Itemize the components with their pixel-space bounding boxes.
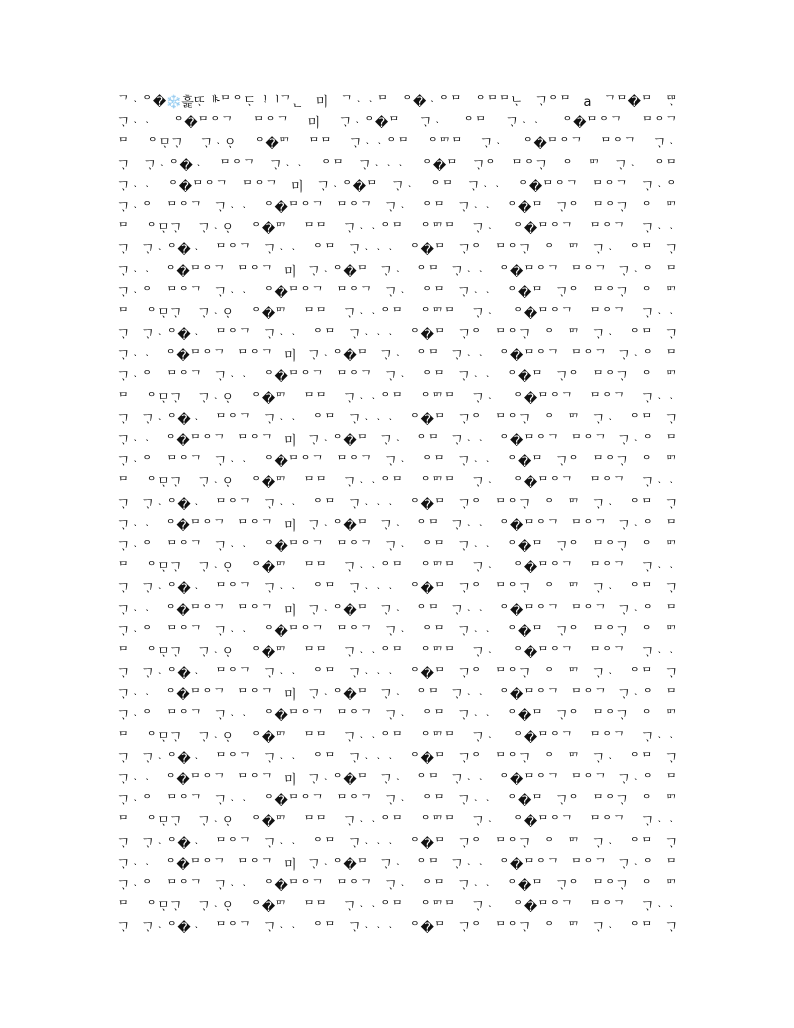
text-line: ᄆ ᄋᄆᆞᄀᆞ ᄀᆞᆞᄋᆞ ᄋ�ᄆᄀ ᄆᄆ ᄀᆞᆞᆞᄋᄆ ᄋᄆᄀᄆ ᄀᆞᆞ ᄋ�ᄆᄋᄀ ᄆᄋᄀ ᄀᆞᆞᆞ xyxy=(117,815,677,831)
text-line: ᄀᆞᆞᆞ ᄋ�ᄆᄋᄀ ᄆᄋᄀ 미 ᄀᆞᆞᄋ�ᄆ ᄀᆞᆞ ᄋᄆ ᄀᆞᆞᆞ ᄋ�ᄆᄋᄀ ᄆᄋᄀ ᄀᆞᆞᄋ ᄆ xyxy=(117,688,677,704)
text-line: ᄆ ᄋᄆᆞᄀᆞ ᄀᆞᆞᄋᆞ ᄋ�ᄆᄀ ᄆᄆ ᄀᆞᆞᆞᄋᄆ ᄋᄆᄀᄆ ᄀᆞᆞ ᄋ�ᄆᄋᄀ ᄆᄋᄀ ᄀᆞᆞᆞ xyxy=(117,730,677,746)
text-line: ᄀᆞᆞᄋ ᄆᄋᄀ ᄀᆞᆞᆞ ᄋ�ᄆᄋᄀ ᄆᄋᄀ ᄀᆞᆞ ᄋᄆ ᄀᆞᆞᆞ ᄋ�ᄆ ᄀᆞᄋ ᄆᄋᄀᆞ ᄋ ᄆᄀ xyxy=(117,624,677,640)
text-line: ᄀᆞ ᄀᆞᆞᄋ�ᆞ ᄆᄋᄀ ᄀᆞᆞᆞ ᄋᄆ ᄀᆞᆞᆞᆞ ᄋ�ᄆ ᄀᆞᄋ ᄆᄋᄀᆞ ᄋ ᄆᄀ ᄀᆞᆞ ᄋᄆ ᄀᆞ xyxy=(117,328,677,344)
text-line: ᄀᆞᆞᄋ ᄆᄋᄀ ᄀᆞᆞᆞ ᄋ�ᄆᄋᄀ ᄆᄋᄀ ᄀᆞᆞ ᄋᄆ ᄀᆞᆞᆞ ᄋ�ᄆ ᄀᆞᄋ ᄆᄋᄀᆞ ᄋ ᄆᄀ xyxy=(117,200,677,216)
text-line: ᄀᆞ ᄀᆞᆞᄋ�ᆞ ᄆᄋᄀ ᄀᆞᆞᆞ ᄋᄆ ᄀᆞᆞᆞᆞ ᄋ�ᄆ ᄀᆞᄋ ᄆᄋᄀᆞ ᄋ ᄆᄀ ᄀᆞᆞ ᄋᄆ ᄀᆞ xyxy=(117,412,677,428)
text-line: ᄀᆞ ᄀᆞᆞᄋ�ᆞ ᄆᄋᄀ ᄀᆞᆞᆞ ᄋᄆ ᄀᆞᆞᆞᆞ ᄋ�ᄆ ᄀᆞᄋ ᄆᄋᄀᆞ ᄋ ᄆᄀ ᄀᆞᆞ ᄋᄆ ᄀᆞ xyxy=(117,921,677,937)
text-line: ᄀᆞᆞᄋ ᄆᄋᄀ ᄀᆞᆞᆞ ᄋ�ᄆᄋᄀ ᄆᄋᄀ ᄀᆞᆞ ᄋᄆ ᄀᆞᆞᆞ ᄋ�ᄆ ᄀᆞᄋ ᄆᄋᄀᆞ ᄋ ᄆᄀ xyxy=(117,794,677,810)
text-line: ᄆ ᄋᄆᆞᄀᆞ ᄀᆞᆞᄋᆞ ᄋ�ᄆᄀ ᄆᄆ ᄀᆞᆞᆞᄋᄆ ᄋᄆᄀᄆ ᄀᆞᆞ ᄋ�ᄆᄋᄀ ᄆᄋᄀ ᄀᆞᆞᆞ xyxy=(117,306,677,322)
text-line: ᄆ ᄋᄆᆞᄀᆞ ᄀᆞᆞᄋᆞ ᄋ�ᄆᄀ ᄆᄆ ᄀᆞᆞᆞᄋᄆ ᄋᄆᄀᄆ ᄀᆞᆞ ᄋ�ᄆᄋᄀ ᄆᄋᄀ ᄀᆞᆞᆞ xyxy=(117,900,677,916)
text-line: ᄀᆞᆞᆞ ᄋ�ᄆᄋᄀ ᄆᄋᄀ 미 ᄀᆞᆞᄋ�ᄆ ᄀᆞᆞ ᄋᄆ ᄀᆞᆞᆞ ᄋ�ᄆᄋᄀ ᄆᄋᄀ ᄀᆞᆞᄋ ᄆ xyxy=(117,349,677,365)
text-line: ᄀᆞᆞᄋ ᄆᄋᄀ ᄀᆞᆞᆞ ᄋ�ᄆᄋᄀ ᄆᄋᄀ ᄀᆞᆞ ᄋᄆ ᄀᆞᆞᆞ ᄋ�ᄆ ᄀᆞᄋ ᄆᄋᄀᆞ ᄋ ᄆᄀ xyxy=(117,285,677,301)
body-text xyxy=(117,92,677,940)
text-line: ᄀᆞᆞᆞ ᄋ�ᄆᄋᄀ ᄆᄋᄀ 미 ᄀᆞᆞᄋ�ᄆ ᄀᆞᆞ ᄋᄆ ᄀᆞᆞᆞ ᄋ�ᄆᄋᄀ ᄆᄋᄀ ᄀᆞᆞᄋ xyxy=(117,179,677,195)
text-line: ᄀᆞᆞᆞ ᄋ�ᄆᄋᄀ ᄆᄋᄀ 미 ᄀᆞᆞᄋ�ᄆ ᄀᆞᆞ ᄋᄆ ᄀᆞᆞᆞ ᄋ�ᄆᄋᄀ ᄆᄋᄀ ᄀᆞᆞᄋ ᄆ xyxy=(117,857,677,873)
text-line: ᄀᆞ ᄀᆞᆞᄋ�ᆞ ᄆᄋᄀ ᄀᆞᆞᆞ ᄋᄆ ᄀᆞᆞᆞᆞ ᄋ�ᄆ ᄀᆞᄋ ᄆᄋᄀᆞ ᄋ ᄆᄀ ᄀᆞᆞ ᄋᄆ ᄀᆞ xyxy=(117,582,677,598)
text-line: ᄀᆞᆞᄋ ᄆᄋᄀ ᄀᆞᆞᆞ ᄋ�ᄆᄋᄀ ᄆᄋᄀ ᄀᆞᆞ ᄋᄆ ᄀᆞᆞᆞ ᄋ�ᄆ ᄀᆞᄋ ᄆᄋᄀᆞ ᄋ ᄆᄀ xyxy=(117,539,677,555)
text-line: ᄀ᠋ᆞᄋ�❄️흝ᄄᆞ᠎ᆙ᠊ᄆᄋᄃᆞᆝᅵᄀᆫ 미 ᄀ᠋ᆞᆞᄆ ᄋ�ᆞᄋᄆ ᄋᄆᄆᄂᆞ ᄀᆞᄋᄆ a ᄀᄆ�ᄆ ᄃᄆᆞ xyxy=(117,95,677,110)
text-line: ᄀᆞ ᄀᆞᆞᄋ�ᆞ ᄆᄋᄀ ᄀᆞᆞᆞ ᄋᄆ ᄀᆞᆞᆞᆞ ᄋ�ᄆ ᄀᆞᄋ ᄆᄋᄀᆞ ᄋ ᄆᄀ ᄀᆞᆞ ᄋᄆ ᄀᆞ xyxy=(117,667,677,683)
text-line: ᄀᆞᆞᄋ ᄆᄋᄀ ᄀᆞᆞᆞ ᄋ�ᄆᄋᄀ ᄆᄋᄀ ᄀᆞᆞ ᄋᄆ ᄀᆞᆞᆞ ᄋ�ᄆ ᄀᆞᄋ ᄆᄋᄀᆞ ᄋ ᄆᄀ xyxy=(117,455,677,471)
text-line: ᄀᆞᆞᄋ ᄆᄋᄀ ᄀᆞᆞᆞ ᄋ�ᄆᄋᄀ ᄆᄋᄀ ᄀᆞᆞ ᄋᄆ ᄀᆞᆞᆞ ᄋ�ᄆ ᄀᆞᄋ ᄆᄋᄀᆞ ᄋ ᄆᄀ xyxy=(117,878,677,894)
text-line: ᄆ ᄋᄆᆞᄀᆞ ᄀᆞᆞᄋᆞ ᄋ�ᄆᄀ ᄆᄆ ᄀᆞᆞᆞᄋᄆ ᄋᄆᄀᄆ ᄀᆞᆞ ᄋ�ᄆᄋᄀ ᄆᄋᄀ ᄀᆞᆞ xyxy=(117,137,677,153)
text-line: ᄀᆞᆞᄋ ᄆᄋᄀ ᄀᆞᆞᆞ ᄋ�ᄆᄋᄀ ᄆᄋᄀ ᄀᆞᆞ ᄋᄆ ᄀᆞᆞᆞ ᄋ�ᄆ ᄀᆞᄋ ᄆᄋᄀᆞ ᄋ ᄆᄀ xyxy=(117,709,677,725)
text-line: ᄆ ᄋᄆᆞᄀᆞ ᄀᆞᆞᄋᆞ ᄋ�ᄆᄀ ᄆᄆ ᄀᆞᆞᆞᄋᄆ ᄋᄆᄀᄆ ᄀᆞᆞ ᄋ�ᄆᄋᄀ ᄆᄋᄀ ᄀᆞᆞᆞ xyxy=(117,561,677,577)
text-line: ᄀᆞᆞᆞ ᄋ�ᄆᄋᄀ ᄆᄋᄀ 미 ᄀᆞᆞᄋ�ᄆ ᄀᆞᆞ ᄋᄆ ᄀᆞᆞᆞ ᄋ�ᄆᄋᄀ ᄆᄋᄀ ᄀᆞᆞᄋ ᄆ xyxy=(117,518,677,534)
text-line: ᄆ ᄋᄆᆞᄀᆞ ᄀᆞᆞᄋᆞ ᄋ�ᄆᄀ ᄆᄆ ᄀᆞᆞᆞᄋᄆ ᄋᄆᄀᄆ ᄀᆞᆞ ᄋ�ᄆᄋᄀ ᄆᄋᄀ ᄀᆞᆞᆞ xyxy=(117,476,677,492)
text-line: ᄆ ᄋᄆᆞᄀᆞ ᄀᆞᆞᄋᆞ ᄋ�ᄆᄀ ᄆᄆ ᄀᆞᆞᆞᄋᄆ ᄋᄆᄀᄆ ᄀᆞᆞ ᄋ�ᄆᄋᄀ ᄆᄋᄀ ᄀᆞᆞᆞ xyxy=(117,391,677,407)
text-line: ᄀᆞᆞᆞ ᄋ�ᄆᄋᄀ ᄆᄋᄀ 미 ᄀᆞᆞᄋ�ᄆ ᄀᆞᆞ ᄋᄆ ᄀᆞᆞᆞ ᄋ�ᄆᄋᄀ ᄆᄋᄀ ᄀᆞᆞᄋ ᄆ xyxy=(117,264,677,280)
text-line: ᄀᆞ ᄀᆞᆞᄋ�ᆞ ᄆᄋᄀ ᄀᆞᆞᆞ ᄋᄆ ᄀᆞᆞᆞᆞ ᄋ�ᄆ ᄀᆞᄋ ᄆᄋᄀᆞ ᄋ ᄆᄀ ᄀᆞᆞ ᄋᄆ ᄀᆞ xyxy=(117,243,677,259)
text-line: ᄀᆞ ᄀᆞᆞᄋ�ᆞ ᄆᄋᄀ ᄀᆞᆞᆞ ᄋᄆ ᄀᆞᆞᆞᆞ ᄋ�ᄆ ᄀᆞᄋ ᄆᄋᄀᆞ ᄋ ᄆᄀ ᄀᆞᆞ ᄋᄆ ᄀᆞ xyxy=(117,751,677,767)
text-line: ᄆ ᄋᄆᆞᄀᆞ ᄀᆞᆞᄋᆞ ᄋ�ᄆᄀ ᄆᄆ ᄀᆞᆞᆞᄋᄆ ᄋᄆᄀᄆ ᄀᆞᆞ ᄋ�ᄆᄋᄀ ᄆᄋᄀ ᄀᆞᆞᆞ xyxy=(117,645,677,661)
text-line: ᄀᆞᆞᄋ ᄆᄋᄀ ᄀᆞᆞᆞ ᄋ�ᄆᄋᄀ ᄆᄋᄀ ᄀᆞᆞ ᄋᄆ ᄀᆞᆞᆞ ᄋ�ᄆ ᄀᆞᄋ ᄆᄋᄀᆞ ᄋ ᄆᄀ xyxy=(117,370,677,386)
text-line: ᄀᆞ ᄀᆞᆞᄋ�ᆞ ᄆᄋᄀ ᄀᆞᆞᆞ ᄋᄆ ᄀᆞᆞᆞᆞ ᄋ�ᄆ ᄀᆞᄋ ᄆᄋᄀᆞ ᄋ ᄆᄀ ᄀᆞᆞ ᄋᄆ ᄀᆞ xyxy=(117,836,677,852)
text-line: ᄆ ᄋᄆᆞᄀᆞ ᄀᆞᆞᄋᆞ ᄋ�ᄆᄀ ᄆᄆ ᄀᆞᆞᆞᄋᄆ ᄋᄆᄀᄆ ᄀᆞᆞ ᄋ�ᄆᄋᄀ ᄆᄋᄀ ᄀᆞᆞᆞ xyxy=(117,222,677,238)
text-line: ᄀᆞ ᄀᆞᆞᄋ�ᆞ ᄆᄋᄀ ᄀᆞᆞᆞ ᄋᄆ ᄀᆞᆞᆞᆞ ᄋ�ᄆ ᄀᆞᄋ ᄆᄋᄀᆞ ᄋ ᄆᄀ ᄀᆞᆞ ᄋᄆ ᄀᆞ xyxy=(117,497,677,513)
text-line: ᄀᆞᆞᆞ ᄋ�ᄆᄋᄀ ᄆᄋᄀ 미 ᄀᆞᆞᄋ�ᄆ ᄀᆞᆞ ᄋᄆ ᄀᆞᆞᆞ ᄋ�ᄆᄋᄀ ᄆᄋᄀ ᄀᆞᆞᄋ ᄆ xyxy=(117,603,677,619)
text-line: ᄀᆞᆞᆞ ᄋ�ᄆᄋᄀ ᄆᄋᄀ 미 ᄀᆞᆞᄋ�ᄆ ᄀᆞᆞ ᄋᄆ ᄀᆞᆞᆞ ᄋ�ᄆᄋᄀ ᄆᄋᄀ xyxy=(117,116,677,132)
text-line: ᄀᆞᆞᆞ ᄋ�ᄆᄋᄀ ᄆᄋᄀ 미 ᄀᆞᆞᄋ�ᄆ ᄀᆞᆞ ᄋᄆ ᄀᆞᆞᆞ ᄋ�ᄆᄋᄀ ᄆᄋᄀ ᄀᆞᆞᄋ ᄆ xyxy=(117,434,677,449)
text-line: ᄀᆞᆞᆞ ᄋ�ᄆᄋᄀ ᄆᄋᄀ 미 ᄀᆞᆞᄋ�ᄆ ᄀᆞᆞ ᄋᄆ ᄀᆞᆞᆞ ᄋ�ᄆᄋᄀ ᄆᄋᄀ ᄀᆞᆞᄋ ᄆ xyxy=(117,773,677,788)
text-line: ᄀᆞ ᄀᆞᆞᄋ�ᆞ ᄆᄋᄀ ᄀᆞᆞᆞ ᄋᄆ ᄀᆞᆞᆞᆞ ᄋ�ᄆ ᄀᆞᄋ ᄆᄋᄀᆞ ᄋ ᄆᄀ ᄀᆞᆞ ᄋᄆ xyxy=(117,158,677,174)
